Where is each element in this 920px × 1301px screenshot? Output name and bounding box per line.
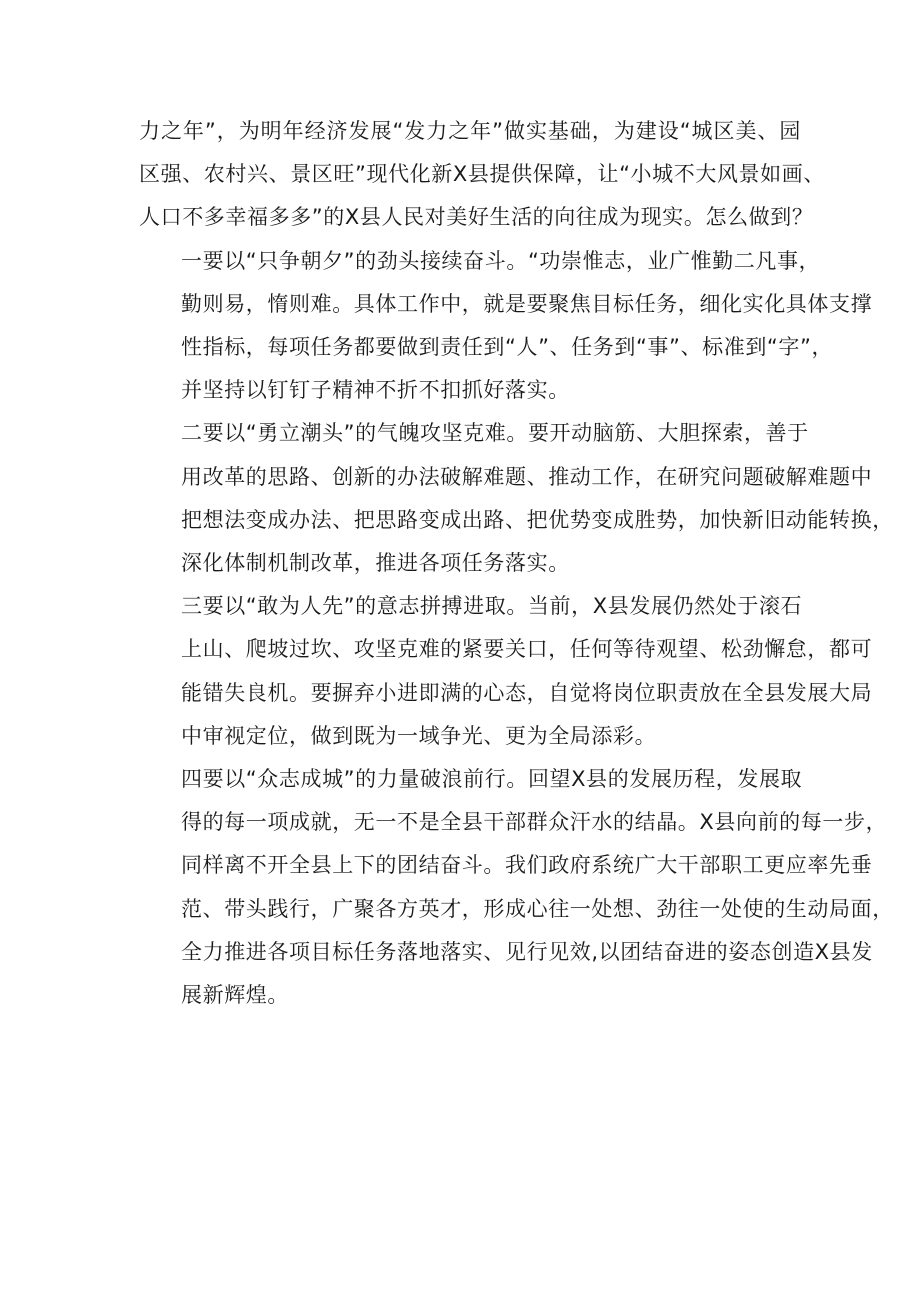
text-line: 一要以“只争朝夕”的劲头接续奋斗。“功崇惟志，业广惟勤二凡事， bbox=[181, 248, 821, 273]
text-line: 中审视定位，做到既为一域争光、更为全局添彩。 bbox=[181, 723, 657, 748]
paragraph-point-three bbox=[139, 585, 873, 758]
text-line: 全力推进各项目标任务落地落实、见行见效,以团结奋进的姿态创造X县发 bbox=[181, 939, 873, 964]
text-line: 力之年”，为明年经济发展“发力之年”做实基础，为建设“城区美、园 bbox=[139, 119, 801, 143]
text-line: 展新辉煌。 bbox=[181, 983, 289, 1008]
text-line: 能错失良机。要摒弃小进即满的心态，自觉将岗位职责放在全县发展大局 bbox=[181, 680, 873, 705]
text-line: 四要以“众志成城”的力量破浪前行。回望X县的发展历程，发展取 bbox=[181, 767, 803, 792]
text-line: 得的每一项成就，无一不是全县干部群众汗水的结晶。X县向前的每一步， bbox=[181, 810, 888, 835]
text-line: 性指标，每项任务都要做到责任到“人”、任务到“事”、标准到“字”， bbox=[181, 335, 834, 360]
text-line: 用改革的思路、创新的办法破解难题、推动工作，在研究问题破解难题中 bbox=[181, 464, 873, 489]
document-body bbox=[139, 110, 894, 1017]
text-line: 三要以“敢为人先”的意志拼搏进取。当前，X县发展仍然处于滚石 bbox=[181, 594, 803, 619]
text-line: 把想法变成办法、把思路变成出路、把优势变成胜势，加快新旧动能转换， bbox=[181, 507, 894, 532]
paragraph-point-two bbox=[139, 412, 894, 585]
paragraph-intro bbox=[139, 110, 825, 240]
text-line: 并坚持以钉钉子精神不折不扣抓好落实。 bbox=[181, 378, 570, 403]
text-line: 上山、爬坡过坎、攻坚克难的紧要关口，任何等待观望、松劲懈怠，都可 bbox=[181, 637, 873, 662]
text-line: 区强、农村兴、景区旺”现代化新X县提供保障，让“小城不大风景如画、 bbox=[139, 162, 825, 187]
text-line: 范、带头践行，广聚各方英才，形成心往一处想、劲往一处使的生动局面， bbox=[181, 896, 894, 921]
text-line: 勤则易，惰则难。具体工作中，就是要聚焦目标任务，细化实化具体支撑 bbox=[181, 291, 873, 316]
text-line: 二要以“勇立潮头”的气魄攻坚克难。要开动脑筋、大胆探索，善于 bbox=[181, 421, 809, 446]
text-line: 人口不多幸福多多”的X县人民对美好生活的向往成为现实。怎么做到？ bbox=[139, 205, 814, 230]
paragraph-point-one bbox=[139, 240, 873, 413]
paragraph-point-four bbox=[139, 758, 894, 1017]
text-line: 深化体制机制改革，推进各项任务落实。 bbox=[181, 551, 570, 576]
text-line: 同样离不开全县上下的团结奋斗。我们政府系统广大干部职工更应率先垂 bbox=[181, 853, 873, 878]
